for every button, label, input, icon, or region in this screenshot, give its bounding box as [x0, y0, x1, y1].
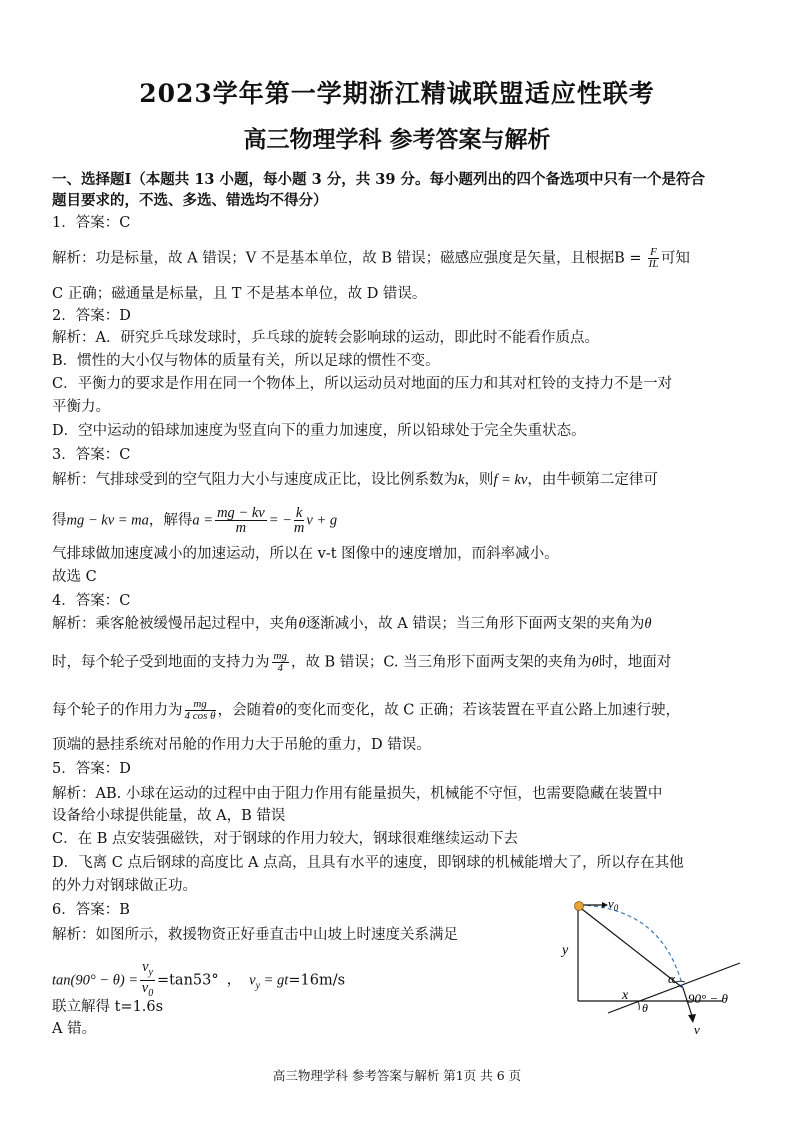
q4-text-pre3: 每个轮子的作用力为 — [52, 702, 183, 719]
q4-theta: θ — [298, 616, 306, 632]
q4-text-pre2: 时，每个轮子受到地面的支持力为 — [52, 654, 270, 671]
q6-frac-den-v: v — [141, 979, 149, 996]
q3-fraction-2 — [294, 506, 304, 535]
q1-answer: 1．答案：C — [52, 215, 131, 231]
projectile-diagram — [548, 888, 748, 1038]
q3-equation: mg − kv = ma — [66, 512, 149, 529]
q3-text-de: 得 — [52, 512, 67, 529]
q3-line-4: 故选 C — [52, 569, 97, 585]
q6-answer: 6．答案：B — [52, 902, 130, 918]
q3-frac1-num: mg − kv — [217, 505, 265, 521]
section-heading-cont: 题目要求的，不选、多选、错选均不得分） — [52, 192, 328, 209]
q4-answer: 4．答案：C — [52, 593, 131, 609]
q6-vy-value: =16m/s — [288, 972, 346, 989]
q6-line-1: 解析：如图所示，救援物资正好垂直击中山坡上时速度关系满足 — [52, 927, 458, 943]
label-y: y — [562, 943, 569, 958]
q1-frac-num: F — [650, 246, 657, 258]
q6-fraction — [140, 960, 155, 1001]
q4-text-mid3: ，会随着 — [217, 702, 276, 719]
q3-tail: v + g — [306, 512, 338, 529]
q6-line-3: 联立解得 t=1.6s — [52, 999, 164, 1015]
q6-separator: ， — [226, 972, 242, 989]
q5-answer: 5．答案：D — [52, 761, 131, 777]
page-title: 2023学年第一学期浙江精诚联盟适应性联考 — [139, 79, 655, 108]
q6-line-4: A 错。 — [52, 1021, 97, 1037]
label-v: v — [694, 1022, 700, 1037]
q5-line-2: 设备给小球提供能量，故 A，B 错误 — [52, 808, 286, 824]
q1-fraction — [648, 247, 659, 270]
q5-line-4: D．飞离 C 点后钢球的高度比 A 点高，且具有水平的速度，即钢球的机械能增大了，所以存在其他 — [52, 855, 684, 871]
label-x: x — [622, 988, 629, 1003]
q6-frac-num — [140, 960, 155, 981]
q5-line-1: 解析：AB. 小球在运动的过程中由于阻力作用有能量损失，机械能不守恒，也需要隐藏在装置中 — [52, 786, 663, 802]
q4-frac2-den: 4 cos θ — [184, 710, 216, 722]
q1-text-post: 可知 — [660, 250, 690, 267]
page-subtitle: 高三物理学科 参考答案与解析 — [243, 126, 551, 153]
q4-line-1 — [52, 614, 651, 634]
label-angle: 90° − θ — [688, 991, 728, 1006]
q6-tan53: =tan53° — [156, 972, 219, 989]
q3-formula-f: f = kv — [493, 472, 528, 488]
label-v0: $v_0$ — [608, 896, 619, 913]
q3-line-3: 气排球做加速度减小的加速运动，所以在 v-t 图像中的速度增加，而斜率减小。 — [52, 546, 559, 562]
q2-line-4: 平衡力。 — [52, 399, 110, 415]
q4-line-4: 顶端的悬挂系统对吊舱的作用力大于吊舱的重力，D 错误。 — [52, 737, 431, 753]
q1-frac-den: IL — [648, 258, 659, 270]
q6-frac-num-v: v — [142, 959, 149, 975]
label-theta: θ — [642, 1001, 648, 1015]
q6-vy: v — [249, 972, 256, 989]
q3-answer: 3．答案：C — [52, 447, 131, 463]
section-heading: 一、选择题Ⅰ（本题共 13 小题，每小题 3 分，共 39 分。每小题列出的四个备选项中只有一个是符合 — [52, 171, 706, 188]
q2-line-2: B．惯性的大小仅与物体的质量有关，所以足球的惯性不变。 — [52, 353, 440, 369]
q3-line-1 — [52, 470, 658, 490]
q4-theta: θ — [591, 654, 599, 671]
label-alpha: α — [668, 971, 675, 986]
q4-frac2-num: mg — [185, 699, 216, 711]
q3-text-post: ，由牛顿第二定律可 — [527, 472, 658, 488]
q6-gt: = gt — [260, 972, 289, 989]
q2-line-1: 解析：A．研究乒乓球发球时，乒乓球的旋转会影响球的运动，即此时不能看作质点。 — [52, 330, 599, 346]
q6-frac-den-sub: 0 — [148, 987, 154, 999]
q3-text-mid: ，则 — [464, 472, 494, 488]
q1-explanation-line1 — [52, 247, 690, 270]
q2-line-5: D．空中运动的铅球加速度为竖直向下的重力加速度，所以铅球处于完全失重状态。 — [52, 423, 586, 439]
q4-fraction-1 — [272, 651, 289, 674]
q4-text-pre: 解析：乘客舱被缓慢吊起过程中，夹角 — [52, 616, 299, 632]
q2-answer: 2．答案：D — [52, 308, 131, 324]
q3-frac2-den: m — [293, 520, 305, 536]
q4-line-3 — [52, 699, 680, 722]
theta-arc — [638, 1001, 639, 1010]
q3-frac2-num: k — [294, 506, 304, 521]
q1-text-pre: 解析：功是标量，故 A 错误；V 不是基本单位，故 B 错误；磁感应强度是矢量，且根据B = — [52, 250, 647, 267]
q3-a: a = — [192, 512, 214, 529]
q3-k: k — [458, 472, 465, 488]
page-footer: 高三物理学科 参考答案与解析 第1页 共 6 页 — [272, 1068, 522, 1083]
q6-tan-expr: tan(90° − θ) = — [52, 972, 139, 989]
q3-text-pre: 解析：气排球受到的空气阻力大小与速度成正比，设比例系数为 — [52, 472, 458, 488]
q3-text-jiede: ，解得 — [148, 512, 193, 529]
q4-text-post3: 的变化而变化，故 C 正确；若该装置在平直公路上加速行驶， — [282, 702, 681, 719]
q3-frac1-den: m — [235, 520, 247, 536]
q4-line-2 — [52, 651, 671, 674]
q4-frac1-den: 4 — [277, 662, 283, 674]
q4-text-mid2: ，故 B 错误；C. 当三角形下面两支架的夹角为 — [290, 654, 592, 671]
q3-line-2 — [52, 506, 337, 535]
q6-frac-num-sub: y — [148, 966, 153, 978]
q5-line-5: 的外力对钢球做正功。 — [52, 878, 197, 894]
q4-frac1-num: mg — [273, 650, 287, 662]
q4-fraction-2 — [185, 699, 216, 722]
q1-explanation-line2: C 正确；磁通量是标量，且 T 不是基本单位，故 D 错误。 — [52, 286, 427, 302]
q5-line-3: C．在 B 点安装强磁铁，对于钢球的作用力较大，钢球很难继续运动下去 — [52, 831, 518, 847]
q3-fraction-1 — [215, 506, 267, 535]
q4-theta: θ — [644, 616, 652, 632]
q6-vy-sub: y — [255, 980, 261, 992]
q3-eq-minus: = − — [268, 512, 292, 529]
q4-theta: θ — [275, 702, 283, 719]
q4-text-post2: 时，地面对 — [598, 654, 672, 671]
ball — [575, 902, 584, 911]
q6-line-2 — [52, 960, 345, 1001]
q4-text-mid: 逐渐减小，故 A 错误；当三角形下面两支架的夹角为 — [305, 616, 645, 632]
q2-line-3: C．平衡力的要求是作用在同一个物体上，所以运动员对地面的压力和其对杠铃的支持力不是一对 — [52, 376, 673, 392]
